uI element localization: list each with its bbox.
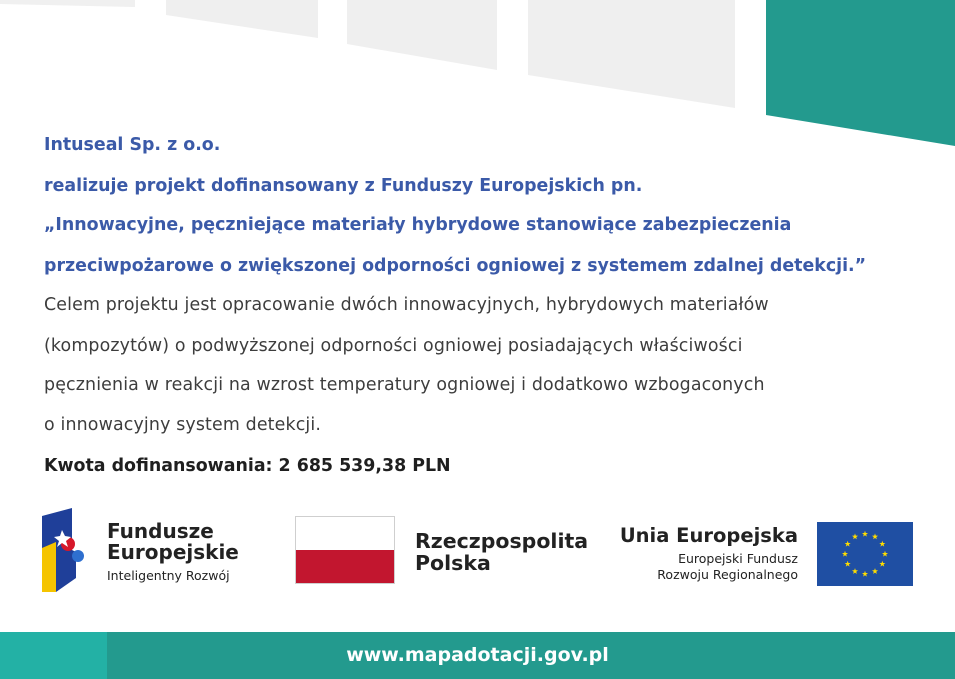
company-name: Intuseal Sp. z o.o. [44, 135, 221, 155]
polish-flag-icon [295, 516, 395, 584]
fundusze-europejskie-text [107, 521, 239, 583]
funding-amount: Kwota dofinansowania: 2 685 539,38 PLN [44, 456, 451, 476]
description-line-1: Celem projektu jest opracowanie dwóch innowacyjnych, hybrydowych materiałów [44, 295, 769, 315]
fundusze-europejskie-logo-icon [42, 508, 88, 592]
footer-accent [0, 632, 107, 679]
rp-line-1: Rzeczpospolita [415, 529, 589, 553]
eu-flag-icon [817, 522, 913, 586]
intro-line: realizuje projekt dofinansowany z Funduszy Europejskich pn. [44, 176, 643, 196]
rp-line-2: Polska [415, 551, 491, 575]
website-link[interactable]: www.mapadotacji.gov.pl [346, 644, 609, 666]
ue-subtitle-2: Rozwoju Regionalnego [657, 567, 798, 582]
fe-subtitle: Inteligentny Rozwój [107, 568, 230, 583]
ue-subtitle-1: Europejski Fundusz [678, 551, 798, 566]
description-line-2: (kompozytów) o podwyższonej odporności ogniowej posiadających właściwości [44, 336, 743, 356]
ue-title: Unia Europejska [619, 524, 798, 547]
unia-europejska-text [620, 524, 798, 583]
description-line-3: pęcznienia w reakcji na wzrost temperatury ogniowej i dodatkowo wzbogaconych [44, 375, 765, 395]
header-decoration [0, 0, 955, 150]
project-title-line-2: przeciwpożarowe o zwiększonej odporności ogniowej z systemem zdalnej detekcji.” [44, 256, 867, 276]
project-title-line-1: „Innowacyjne, pęczniejące materiały hybrydowe stanowiące zabezpieczenia [44, 215, 792, 235]
description-line-4: o innowacyjny system detekcji. [44, 415, 322, 435]
fe-title-line-2: Europejskie [107, 540, 239, 564]
fe-title-line-1: Fundusze [107, 519, 214, 543]
rzeczpospolita-polska-text [415, 530, 588, 574]
